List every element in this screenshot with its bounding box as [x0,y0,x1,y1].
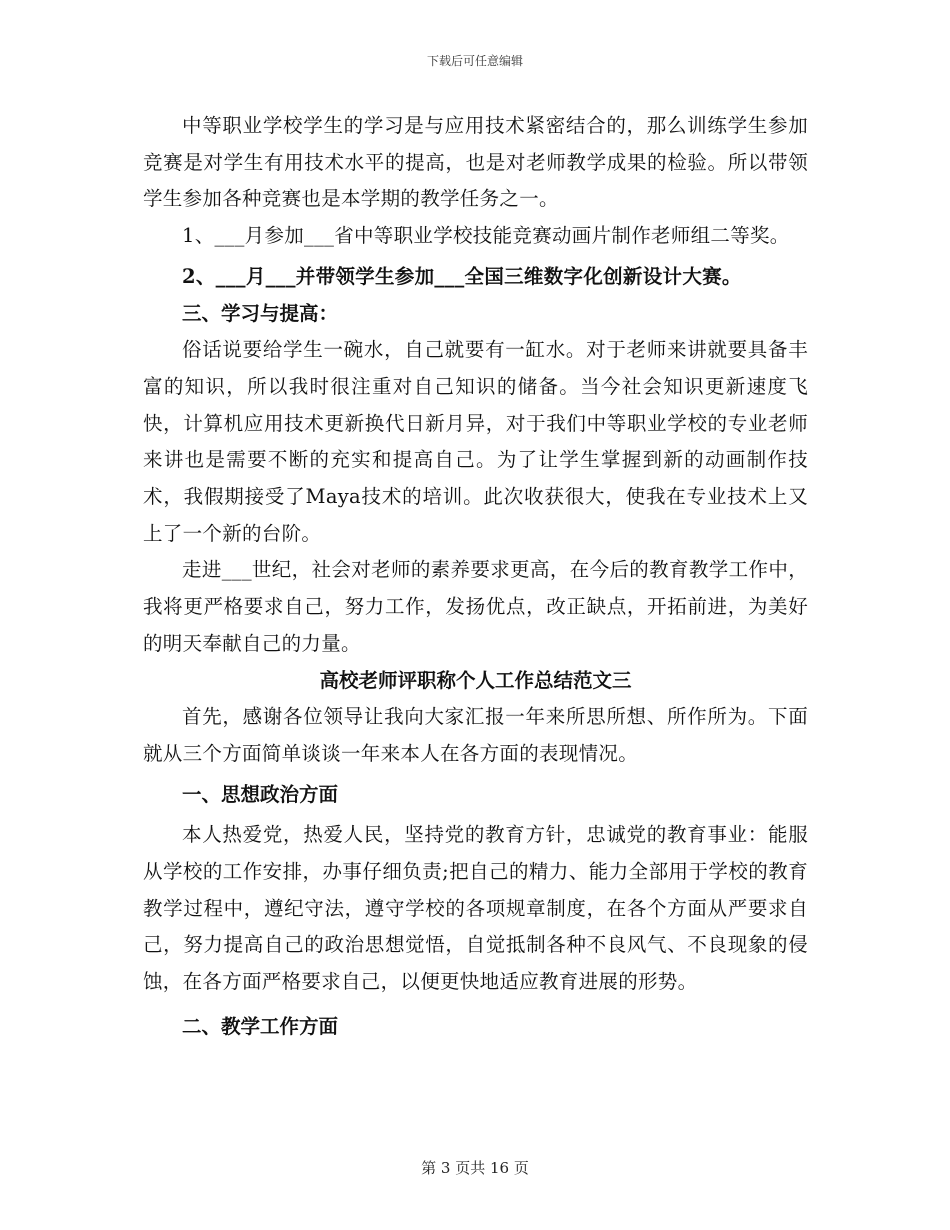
page-footer: 第 3 页共 16 页 [421,1159,529,1177]
heading-political: 一、思想政治方面 [182,782,339,806]
paragraph-political: 本人热爱党，热爱人民，坚持党的教育方针，忠诚党的教育事业：能服从学校的工作安排，办事仔细负责;把自己的精力、能力全部用于学校的教育教学过程中，遵纪守法，遵守学校的各项规章制度，在各个方面从严要求自己，努力提高自己的政治思想觉悟，自觉抵制各种不良风气、不良现象的侵蚀，在各方面严格要求自己，以便更快地适应教育进展的形势。 [143,823,808,994]
section-title: 高校老师评职称个人工作总结范文三 [319,668,632,692]
paragraph-study: 俗话说要给学生一碗水，自己就要有一缸水。对于老师来讲就要具备丰富的知识，所以我时很注重对自己知识的储备。当今社会知识更新速度飞快，计算机应用技术更新换代日新月异，对于我们中等职业学校的专业老师来讲也是需要不断的充实和提高自己。为了让学生掌握到新的动画制作技术，我假期接受了Maya技术的培训。此次收获很大，使我在专业技术上又上了一个新的台阶。 [143,338,808,545]
paragraph-opening: 首先，感谢各位领导让我向大家汇报一年来所思所想、所作所为。下面就从三个方面简单谈谈一年来本人在各方面的表现情况。 [143,705,808,765]
paragraph-future: 走进___世纪，社会对老师的素养要求更高，在今后的教育教学工作中，我将更严格要求自己，努力工作，发扬优点，改正缺点，开拓前进，为美好的明天奉献自己的力量。 [143,558,808,655]
paragraph-award-2: 2、___月___并带领学生参加___全国三维数字化创新设计大赛。 [182,264,742,288]
paragraph-award-1: 1、___月参加___省中等职业学校技能竞赛动画片制作老师组二等奖。 [182,224,790,248]
document-body [143,108,808,1046]
heading-teaching: 二、教学工作方面 [182,1014,339,1038]
heading-study-improve: 三、学习与提高： [182,301,339,325]
paragraph-competition-intro: 中等职业学校学生的学习是与应用技术紧密结合的，那么训练学生参加竞赛是对学生有用技术水平的提高，也是对老师教学成果的检验。所以带领学生参加各种竞赛也是本学期的教学任务之一。 [143,114,808,211]
page-header: 下载后可任意编辑 [426,54,523,68]
